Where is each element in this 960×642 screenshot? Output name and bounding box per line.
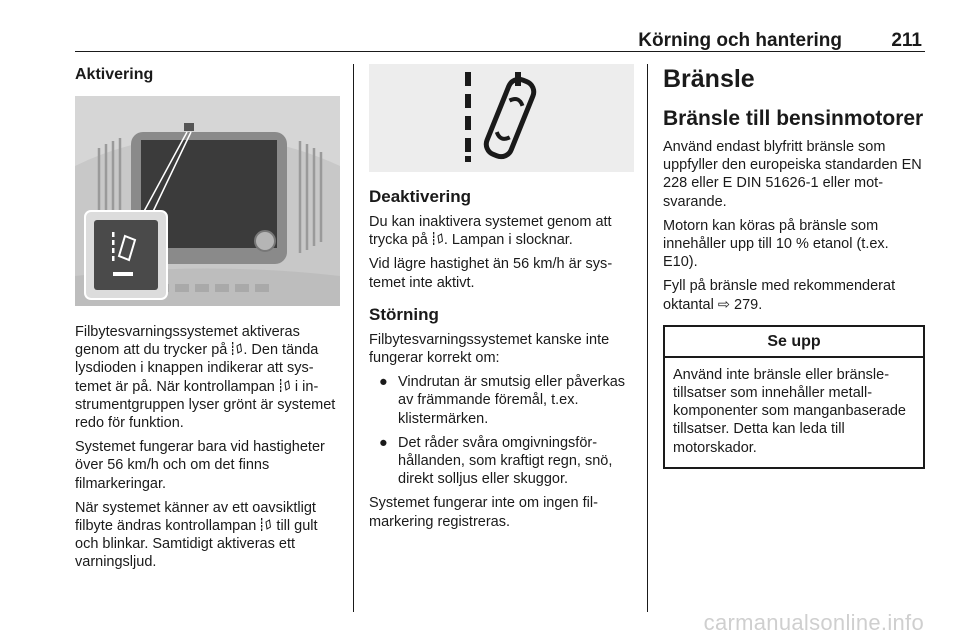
fault-intro: Filbytesvarningssystemet kanske inte fungerar korrekt om: [369, 331, 610, 367]
header-section-title: Körning och hantering [638, 30, 842, 51]
fuel-octane-paragraph: Fyll på bränsle med rekommenderat oktantal ⇨ 279. [663, 278, 896, 313]
deactivation-paragraph-2: Vid lägre hastighet än 56 km/h är systemet inte aktivt. [369, 256, 613, 291]
activation-paragraph-2: Systemet fungerar bara vid hastigheter över 56 km/h och om det finns filmarkeringar. [75, 439, 325, 492]
activation-paragraph-1: Filbytesvarningssystemet aktiveras genom att du trycker på . Den tända lysdioden i knappen indikerar att systemet är på. När kontrollampan i instrumentgruppen lyser grönt är systemet redo för funktion. [75, 324, 336, 432]
fault-outro: Systemet fungerar inte om ingen filmarkering registreras. [369, 495, 598, 530]
caution-text: Använd inte bränsle eller bränsletillsatser som innehåller metallkomponenter som manganbaserade tillsatser. Detta kan leda till motorskador. [673, 366, 906, 456]
page-reference-arrow-icon: ⇨ [717, 296, 730, 313]
dashboard-drawing [75, 96, 340, 306]
lane-departure-icon [433, 232, 443, 245]
fuel-paragraph-1: Använd endast blyfritt bränsle som uppfyller den europeiska standarden EN 228 eller E DIN 51626-1 eller motsvarande. [663, 139, 922, 210]
page-reference-link[interactable]: 279. [734, 296, 763, 313]
deactivation-paragraph-1: Du kan inaktivera systemet genom att trycka på . Lampan i slocknar. [369, 214, 612, 249]
bullet-dot-icon: ● [379, 374, 388, 391]
lane-departure-illustration [369, 64, 634, 172]
fuel-subtitle: Bränsle till bensinmotorer [663, 107, 924, 130]
activation-paragraph-3: När systemet känner av ett oavsiktligt filbyte ändras kontrollampan till gult och blinkar. Samtidigt aktiveras ett varningsljud. [75, 499, 318, 571]
lane-departure-icon [232, 342, 242, 355]
column-divider-2 [647, 64, 648, 612]
lane-departure-icon [280, 379, 290, 392]
column-deactivation [369, 64, 634, 531]
caution-title: Se upp [665, 327, 923, 358]
list-item: ● Det råder svåra omgivningsförhållanden, som kraftigt regn, snö, direkt solljus eller skuggor. [379, 434, 613, 488]
column-fuel [663, 64, 925, 469]
header-page-number: 211 [891, 30, 922, 51]
lane-departure-icon [369, 64, 634, 172]
bullet-dot-icon: ● [379, 434, 388, 451]
deactivation-heading: Deaktivering [369, 187, 472, 206]
fault-list [369, 373, 634, 488]
dashboard-illustration [75, 96, 340, 306]
lane-departure-icon [261, 518, 271, 531]
fault-heading: Störning [369, 304, 439, 324]
column-activation [75, 64, 340, 572]
activation-heading: Aktivering [75, 66, 154, 83]
column-divider-1 [353, 64, 354, 612]
footer-watermark: carmanualsonline.info [703, 610, 924, 635]
fuel-title: Bränsle [663, 65, 755, 93]
list-item: ● Vindrutan är smutsig eller påverkas av främmande föremål, t.ex. klistermärken. [379, 374, 626, 427]
caution-box [663, 325, 925, 469]
header-rule [75, 51, 925, 52]
fuel-paragraph-2: Motorn kan köras på bränsle som innehåller upp till 10 % etanol (t.ex. E10). [663, 217, 889, 271]
